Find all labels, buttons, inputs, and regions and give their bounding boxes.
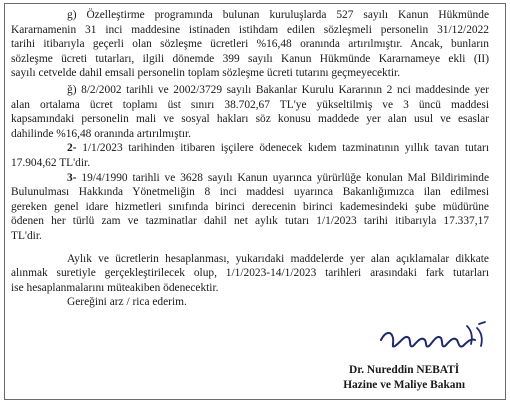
text-line: Bulunulması Hakkında Yönetmeliğin 8 inci maddesi uyarınca Bakanlığımızca ilan edilmesi xyxy=(11,186,489,199)
document-body xyxy=(11,4,489,310)
text-line: ödenen her türlü zam ve tazminatlar dahil net aylık tutarı 1/1/2023 tarihi itibarıyla 17.337,17 xyxy=(11,215,489,228)
paragraph-2 xyxy=(11,141,489,170)
text-line: g) Özelleştirme programında bulunan kuruluşlarda 527 sayılı Kanun Hükmünde xyxy=(67,9,489,21)
text-span: 1/1/2023 tarihinden itibaren işçilere ödenecek kıdem tazminatının yıllık tavan tutarı xyxy=(76,142,489,155)
text-line: Aylık ve ücretlerin hesaplanması, yukarıdaki maddelerde yer alan açıklamalar dikkate xyxy=(67,252,489,265)
document-page xyxy=(4,3,506,400)
text-line: tarihi itibarıyla geçerli olan sözleşme ücretleri %16,48 oranında artırılmıştır. Ancak, bunların xyxy=(11,38,489,51)
signatory-title: Hazine ve Maliye Bakanı xyxy=(343,379,465,391)
text-line: gereken genel idare hizmetleri sınıfında birinci derecenin birinci kademesindeki şube müdürüne xyxy=(11,200,489,213)
text-line: Gereğini arz / rica ederim. xyxy=(67,296,187,309)
item-number: 2- xyxy=(67,142,77,155)
text-line: alan ortalama ücret toplamı üst sınırı 38.702,67 TL'ye yükseltilmiş ve 3 üncü maddesi xyxy=(11,98,489,111)
text-line: alınmak suretiyle gerçekleştirilecek olup, 1/1/2023-14/1/2023 tarihleri arasındaki fark tutarları xyxy=(11,267,489,280)
paragraph-gh xyxy=(11,83,489,141)
paragraph-3 xyxy=(11,171,489,244)
signatory-name: Dr. Nureddin NEBATİ xyxy=(348,364,460,376)
text-span: 19/4/1990 tarihli ve 3628 sayılı Kanun uyarınca yürürlüğe konulan Mal Bildiriminde xyxy=(76,171,489,184)
text-line: kapsamındaki personelin mali ve sosyal hakları söz konusu maddede yer alan usul ve esaslar xyxy=(11,113,489,126)
text-line: ğ) 8/2/2002 tarihli ve 2002/3729 sayılı Bakanlar Kurulu Kararının 2 nci maddesinde yer xyxy=(67,83,489,96)
text-line: ise hesaplanmalarını müteakiben ödenecektir. xyxy=(11,281,219,294)
text-line: sayılı cetvelde dahil emsali personelin toplam sözleşme ücreti tutarını geçmeyecektir. xyxy=(11,67,401,80)
text-line: 17.904,62 TL'dir. xyxy=(11,156,91,169)
handwritten-signature xyxy=(375,318,495,358)
text-line: dahilinde %16,48 oranında artırılmıştır. xyxy=(11,127,191,140)
paragraph-closing xyxy=(11,252,489,310)
text-line: TL'dir. xyxy=(11,229,42,242)
item-number: 3- xyxy=(67,171,77,184)
text-line xyxy=(11,141,489,156)
text-line: Kararnamenin 31 inci maddesine istinaden istihdam edilen sözleşmeli personelin 31/12/2022 xyxy=(11,23,489,36)
paragraph-g xyxy=(11,8,489,81)
text-line xyxy=(11,171,489,186)
text-line: sözleşme ücreti tutarları, ilgili dönemde 399 sayılı Kanun Hükmünde Kararnameye ekli (II) xyxy=(11,52,489,65)
signature-block xyxy=(343,363,465,393)
